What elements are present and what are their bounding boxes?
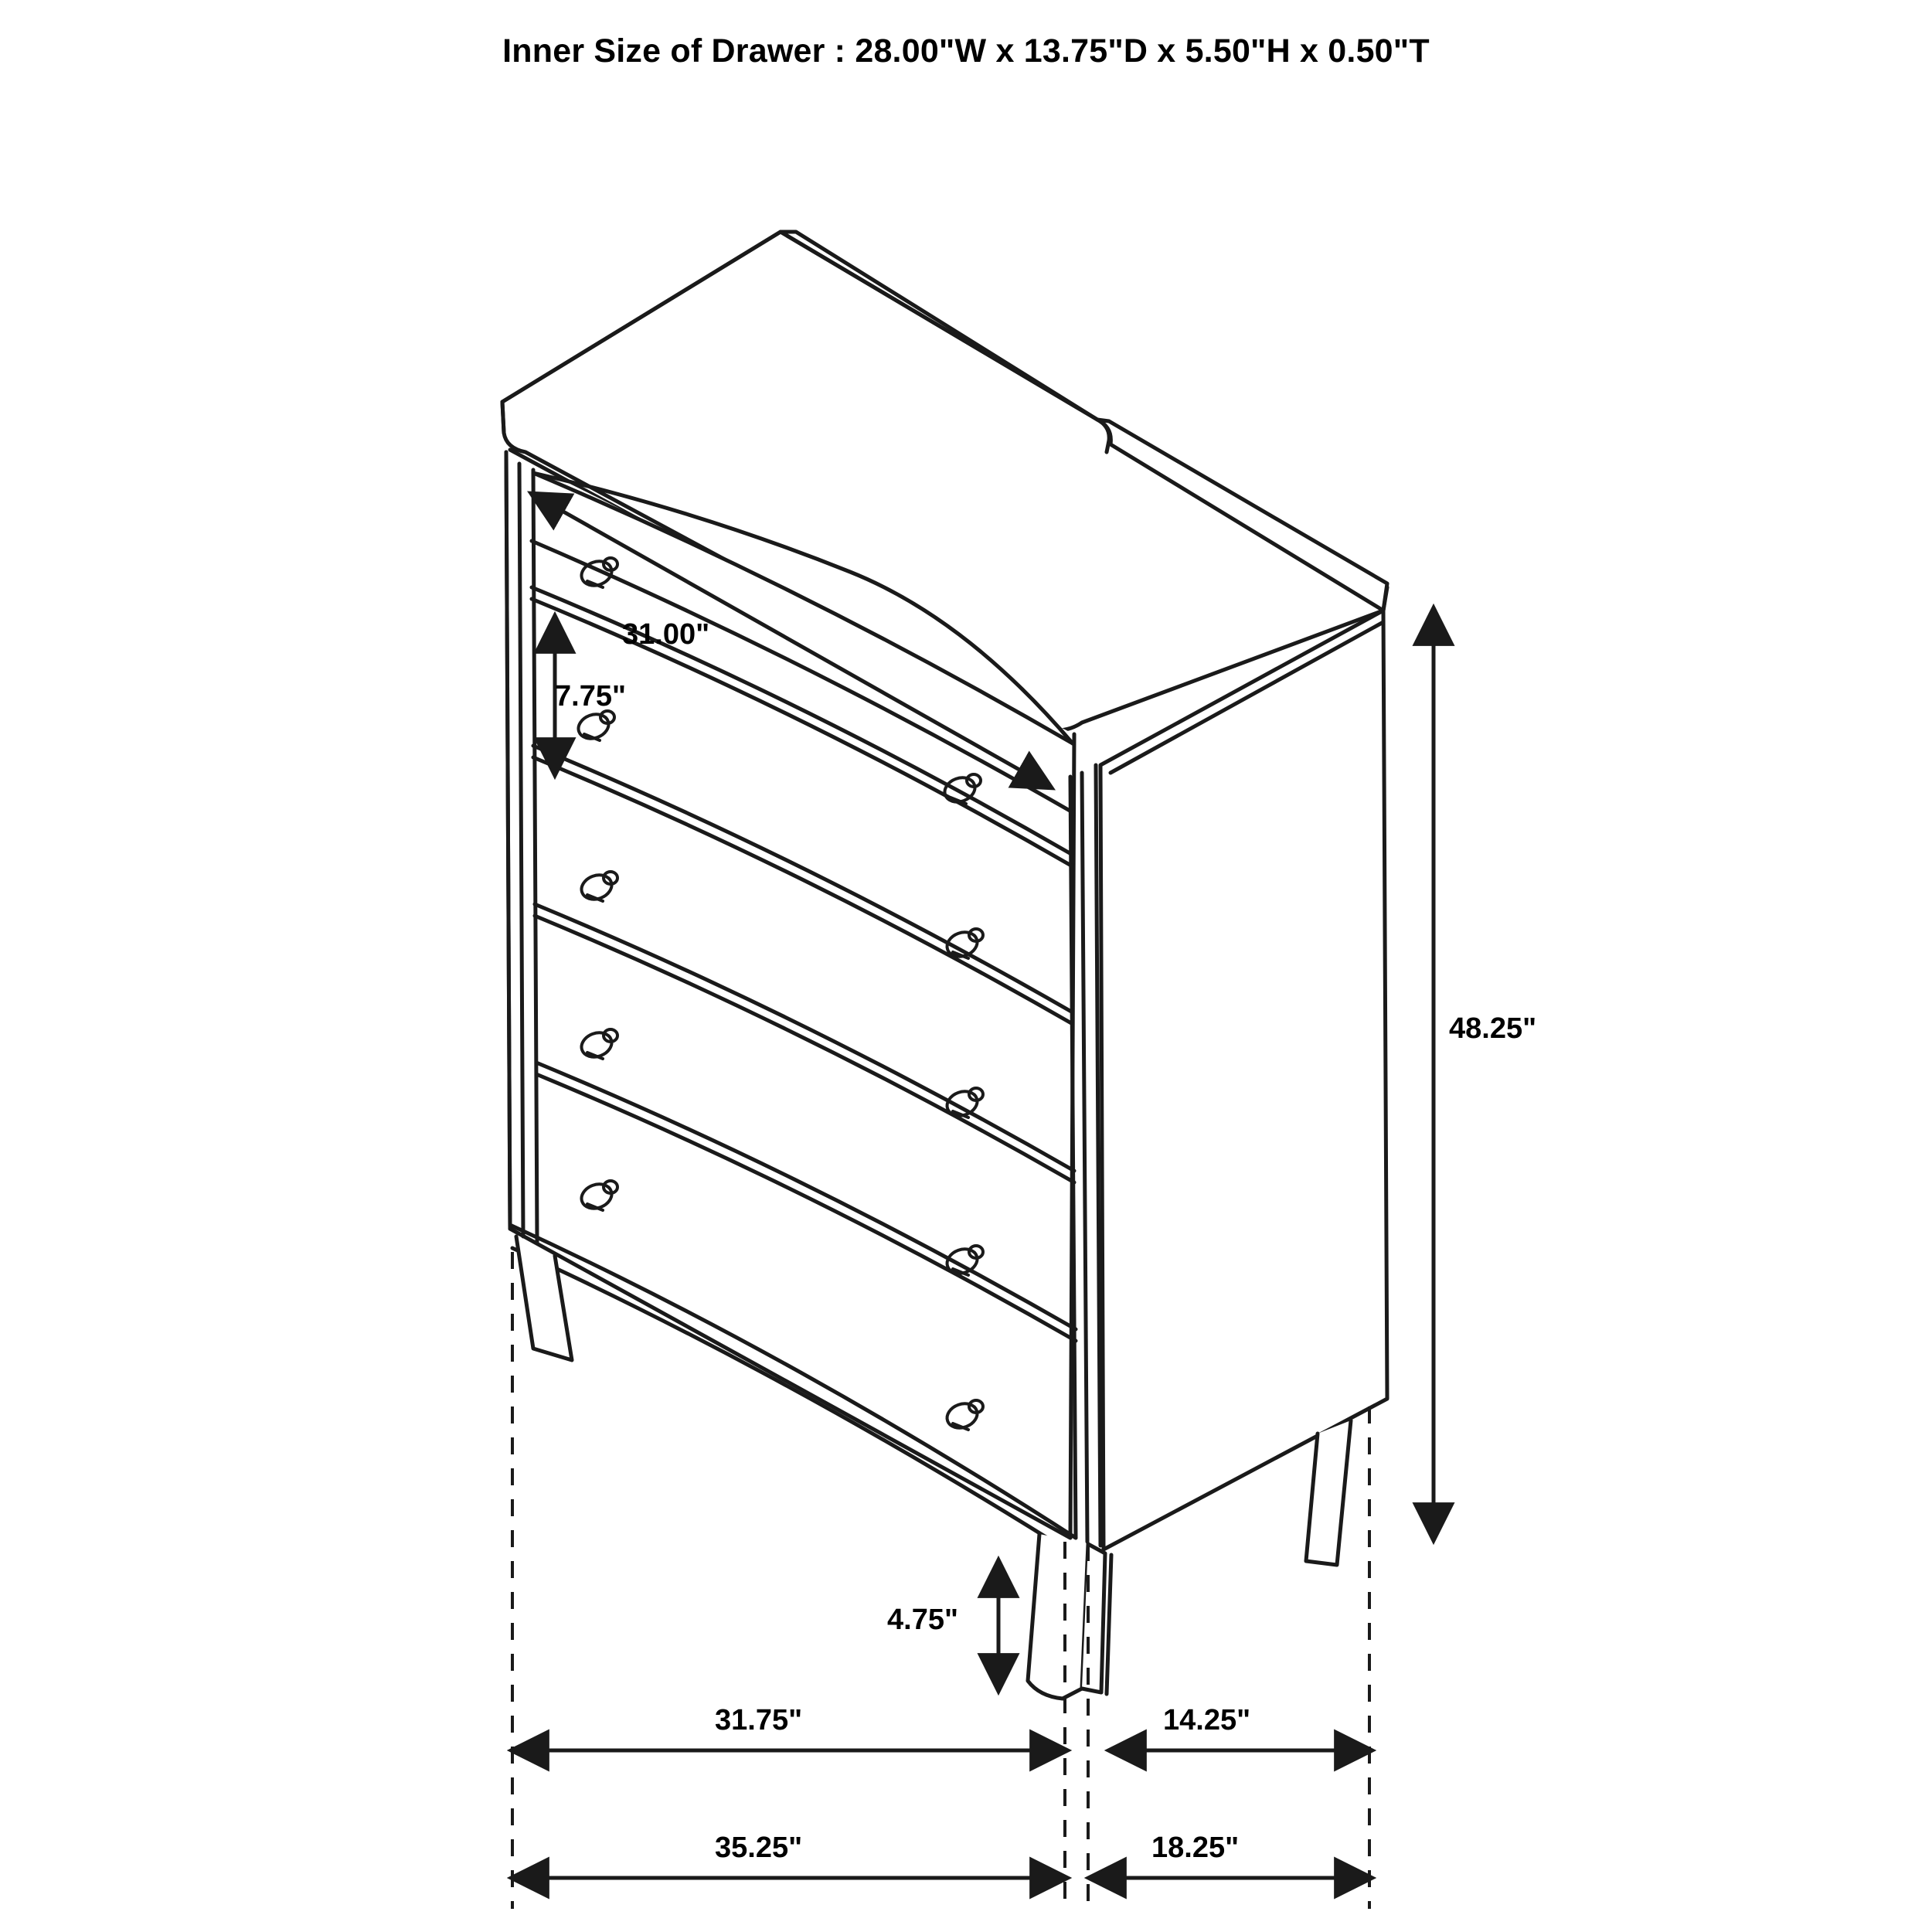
dimension-label-case-width: 31.75"	[715, 1704, 803, 1736]
dimension-label-drawer-width: 31.00"	[622, 618, 710, 651]
dimension-label-overall-depth: 18.25"	[1151, 1832, 1240, 1864]
leg-back-left	[1107, 1555, 1111, 1694]
dimension-label-leg-height: 4.75"	[887, 1604, 958, 1636]
leg-back-right	[1306, 1420, 1351, 1565]
dimension-label-overall-height: 48.25"	[1449, 1012, 1537, 1045]
page-title: Inner Size of Drawer : 28.00"W x 13.75"D x 5.50"H x 0.50"T	[502, 32, 1430, 70]
dimension-label-case-depth: 14.25"	[1163, 1704, 1251, 1736]
chest-side-panel	[1100, 611, 1387, 1549]
dimension-label-overall-width: 35.25"	[715, 1832, 803, 1864]
dimension-label-drawer-height: 7.75"	[555, 680, 626, 713]
